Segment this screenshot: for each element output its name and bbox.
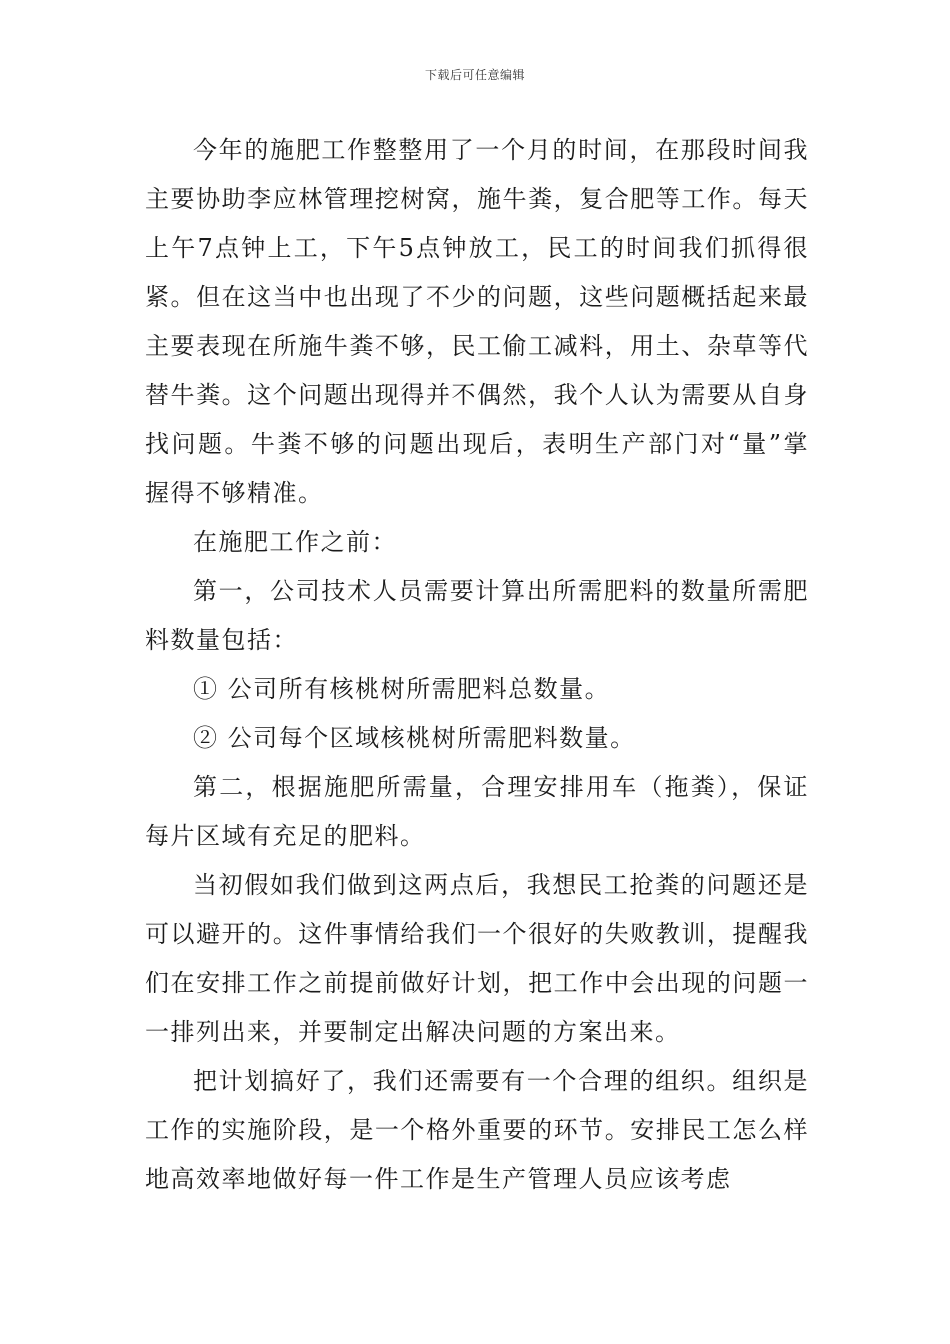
paragraph-lesson: 当初假如我们做到这两点后，我想民工抢粪的问题还是可以避开的。这件事情给我们一个很好的失败教训，提醒我们在安排工作之前提前做好计划，把工作中会出现的问题一一排列出来，并要制定出解决问题的方案出来。	[145, 871, 809, 1046]
paragraph-organization: 把计划搞好了，我们还需要有一个合理的组织。组织是工作的实施阶段，是一个格外重要的环节。安排民工怎么样地高效率地做好每一件工作是生产管理人员应该考虑	[145, 1067, 809, 1193]
page-header: 下载后可任意编辑	[424, 68, 525, 82]
list-item-total-quantity: ① 公司所有核桃树所需肥料总数量。	[193, 675, 611, 703]
list-item-area-quantity: ② 公司每个区域核桃树所需肥料数量。	[193, 724, 636, 752]
document-body	[145, 126, 809, 1204]
paragraph-second-point: 第二，根据施肥所需量，合理安排用车（拖粪），保证每片区域有充足的肥料。	[145, 773, 809, 850]
paragraph-first-point: 第一，公司技术人员需要计算出所需肥料的数量所需肥料数量包括：	[145, 577, 809, 654]
paragraph-intro: 今年的施肥工作整整用了一个月的时间，在那段时间我主要协助李应林管理挖树窝，施牛粪，复合肥等工作。每天上午7点钟上工，下午5点钟放工，民工的时间我们抓得很紧。但在这当中也出现了不少的问题，这些问题概括起来最主要表现在所施牛粪不够，民工偷工减料，用土、杂草等代替牛粪。这个问题出现得并不偶然，我个人认为需要从自身找问题。牛粪不够的问题出现后，表明生产部门对“量”掌握得不够精准。	[145, 136, 809, 507]
paragraph-before-fertilizing: 在施肥工作之前：	[193, 528, 397, 556]
